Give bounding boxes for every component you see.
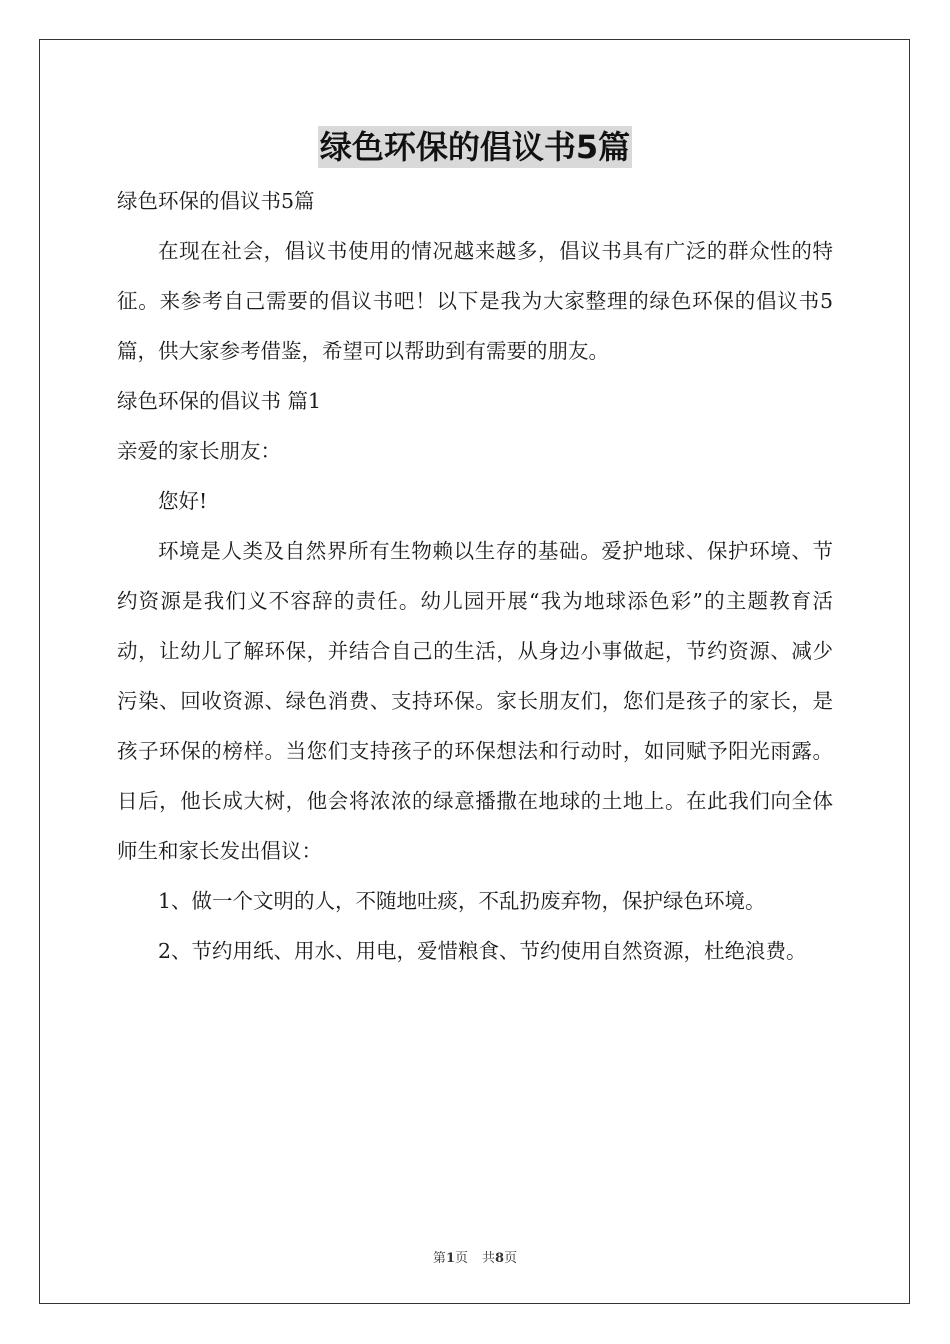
paragraph-4: 您好! bbox=[158, 489, 208, 513]
footer-total-prefix: 共 bbox=[482, 1251, 496, 1266]
paragraph-5: 环境是人类及自然界所有生物赖以生存的基础。爱护地球、保护环境、节约资源是我们义不容辞的责任。幼儿园开展“我为地球添色彩”的主题教育活动，让幼儿了解环保，并结合自己的生活，从身边小事做起，节约资源、减少污染、回收资源、绿色消费、支持环保。家长朋友们，您们是孩子的家长，是孩子环保的榜样。当您们支持孩子的环保想法和行动时，如同赋予阳光雨露。日后，他长成大树，他会将浓浓的绿意播撒在地球的土地上。在此我们向全体师生和家长发出倡议： bbox=[117, 539, 833, 863]
footer-page-current: 1 bbox=[445, 1251, 455, 1266]
paragraph-0: 绿色环保的倡议书5篇 bbox=[117, 189, 315, 213]
paragraph-6: 1、做一个文明的人，不随地吐痰，不乱扔废弃物，保护绿色环境。 bbox=[158, 889, 766, 913]
paragraph-7: 2、节约用纸、用水、用电，爱惜粮食、节约使用自然资源，杜绝浪费。 bbox=[158, 939, 807, 963]
document-body bbox=[117, 176, 833, 976]
title-container bbox=[0, 126, 950, 168]
page-footer bbox=[0, 1247, 950, 1266]
footer-page-suffix: 页 bbox=[454, 1251, 468, 1266]
footer-page-total: 8 bbox=[495, 1251, 505, 1266]
paragraph-1: 在现在社会，倡议书使用的情况越来越多，倡议书具有广泛的群众性的特征。来参考自己需要的倡议书吧！以下是我为大家整理的绿色环保的倡议书5篇，供大家参考借鉴，希望可以帮助到有需要的朋友。 bbox=[117, 239, 833, 363]
paragraph-3: 亲爱的家长朋友： bbox=[117, 439, 281, 463]
footer-page-prefix: 第 bbox=[432, 1251, 446, 1266]
paragraph-2: 绿色环保的倡议书 篇1 bbox=[117, 389, 322, 413]
document-title: 绿色环保的倡议书5篇 bbox=[319, 128, 631, 166]
footer-total-suffix: 页 bbox=[504, 1251, 518, 1266]
